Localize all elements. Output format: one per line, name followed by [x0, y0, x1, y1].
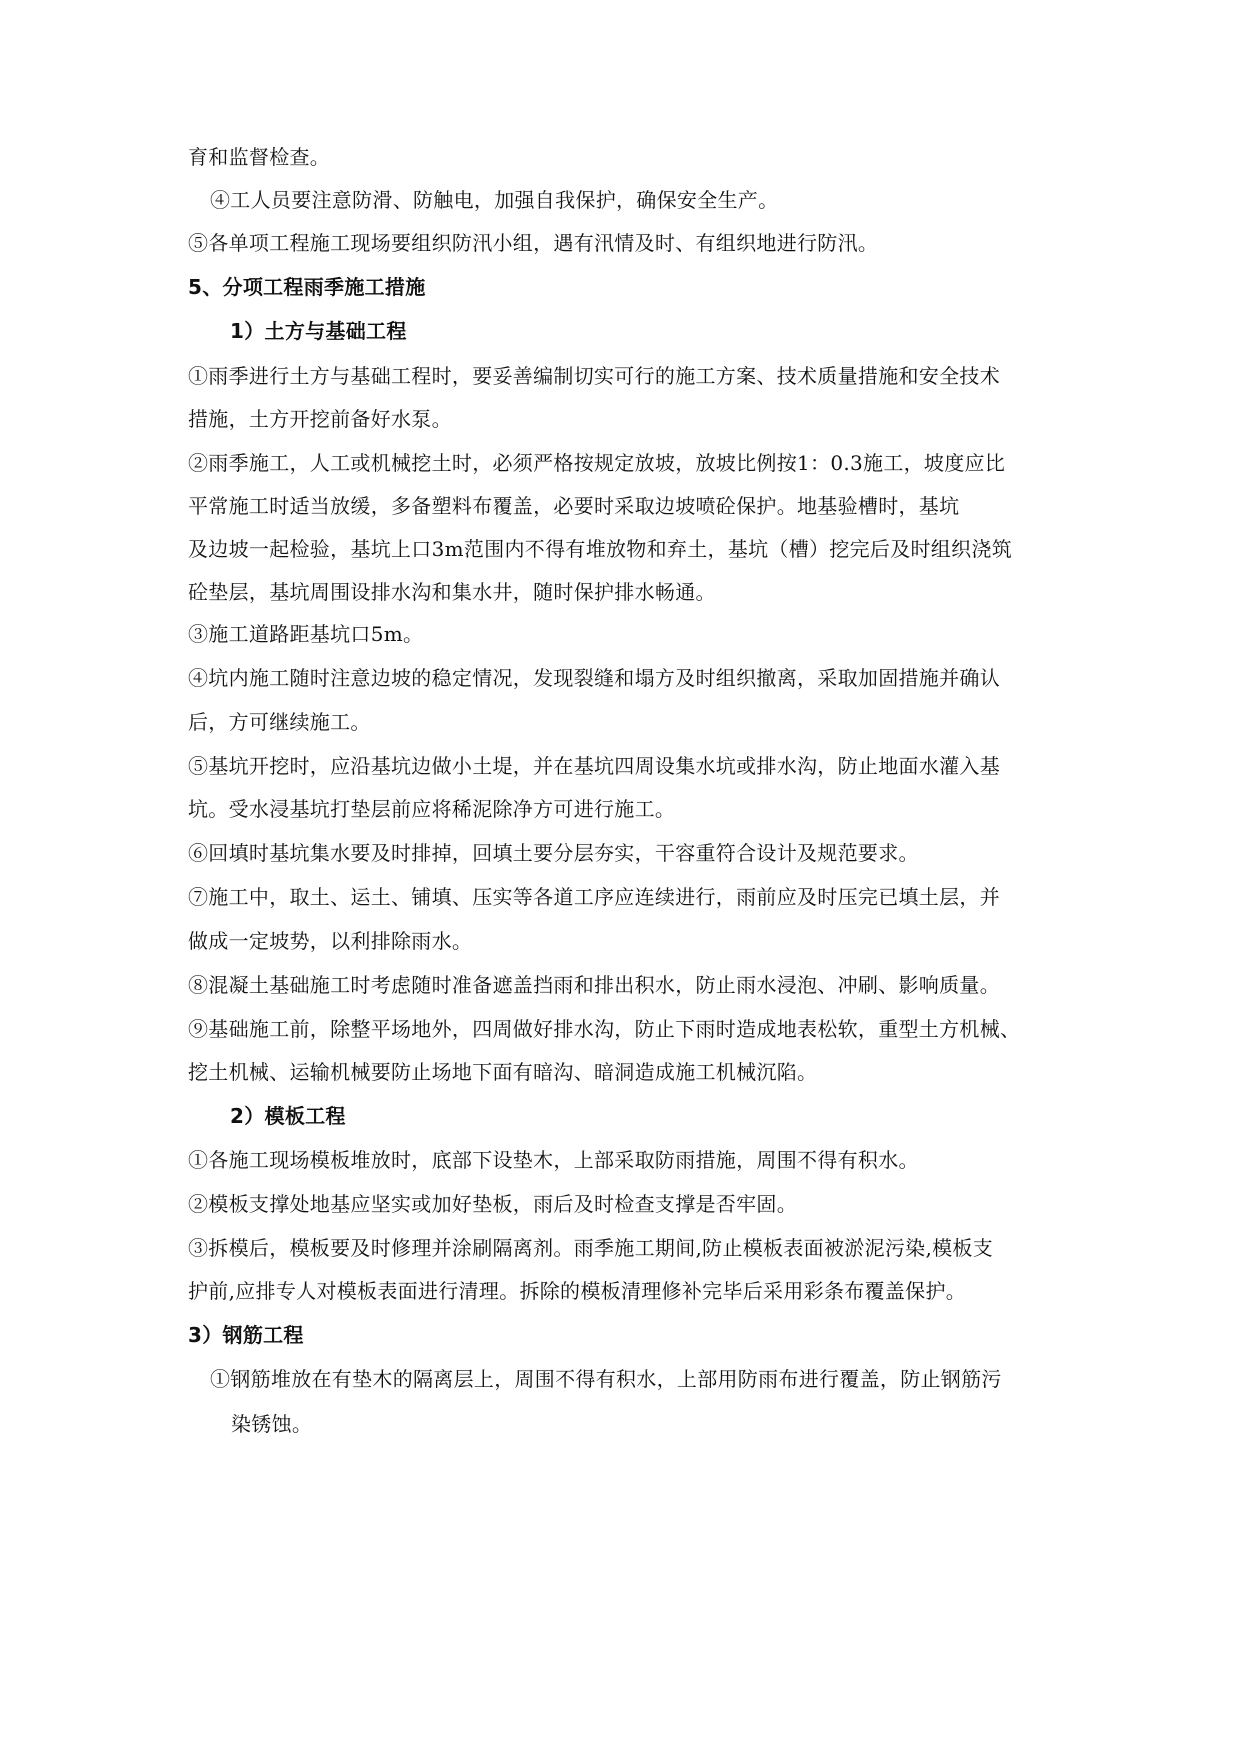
paragraph-line: ⑥回填时基坑集水要及时排掉，回填土要分层夯实，干容重符合设计及规范要求。 — [188, 841, 919, 865]
subsection-heading: 3）钢筋工程 — [188, 1323, 304, 1347]
paragraph-line: ②雨季施工，人工或机械挖土时，必须严格按规定放坡，放坡比例按1：0.3施工，坡度应比 — [188, 451, 1006, 475]
paragraph-line: ⑦施工中，取土、运土、铺填、压实等各道工序应连续进行，雨前应及时压完已填土层，并 — [188, 885, 1000, 909]
paragraph-line: 后，方可继续施工。 — [188, 710, 371, 734]
paragraph-line: 坑。受水浸基坑打垫层前应将稀泥除净方可进行施工。 — [188, 797, 676, 821]
paragraph-line: ④工人员要注意防滑、防触电，加强自我保护，确保安全生产。 — [210, 188, 779, 212]
paragraph-line: ⑧混凝土基础施工时考虑随时准备遮盖挡雨和排出积水，防止雨水浸泡、冲刷、影响质量。 — [188, 973, 1000, 997]
paragraph-line: ①各施工现场模板堆放时，底部下设垫木，上部采取防雨措施，周围不得有积水。 — [188, 1148, 919, 1172]
paragraph-line: 护前,应排专人对模板表面进行清理。拆除的模板清理修补完毕后采用彩条布覆盖保护。 — [188, 1279, 967, 1303]
paragraph-line: 及边坡一起检验，基坑上口3m范围内不得有堆放物和弃土，基坑（槽）挖完后及时组织浇筑 — [188, 537, 1012, 561]
paragraph-line: ⑤各单项工程施工现场要组织防汛小组，遇有汛情及时、有组织地进行防汛。 — [188, 231, 879, 255]
paragraph-line: ④坑内施工随时注意边坡的稳定情况，发现裂缝和塌方及时组织撤离，采取加固措施并确认 — [188, 666, 1000, 690]
subsection-heading: 1）土方与基础工程 — [230, 319, 407, 343]
paragraph-line: 育和监督检查。 — [188, 145, 331, 169]
paragraph-line: 措施，土方开挖前备好水泵。 — [188, 407, 452, 431]
paragraph-line: 平常施工时适当放缓，多备塑料布覆盖，必要时采取边坡喷砼保护。地基验槽时，基坑 — [188, 494, 960, 518]
subsection-heading: 2）模板工程 — [230, 1104, 346, 1128]
paragraph-line: 砼垫层，基坑周围设排水沟和集水井，随时保护排水畅通。 — [188, 580, 716, 604]
paragraph-line: ①钢筋堆放在有垫木的隔离层上，周围不得有积水，上部用防雨布进行覆盖，防止钢筋污 — [210, 1367, 1002, 1391]
paragraph-line: ③拆模后，模板要及时修理并涂刷隔离剂。雨季施工期间,防止模板表面被淤泥污染,模板支 — [188, 1236, 994, 1260]
paragraph-line: ⑤基坑开挖时，应沿基坑边做小土堤，并在基坑四周设集水坑或排水沟，防止地面水灌入基 — [188, 754, 1000, 778]
paragraph-line: ②模板支撑处地基应坚实或加好垫板，雨后及时检查支撑是否牢固。 — [188, 1192, 797, 1216]
paragraph-line: ③施工道路距基坑口5m。 — [188, 622, 424, 646]
paragraph-line: ⑨基础施工前，除整平场地外，四周做好排水沟，防止下雨时造成地表松软，重型土方机械、 — [188, 1017, 1021, 1041]
paragraph-line: 挖土机械、运输机械要防止场地下面有暗沟、暗洞造成施工机械沉陷。 — [188, 1060, 818, 1084]
paragraph-line: 做成一定坡势，以利排除雨水。 — [188, 929, 473, 953]
section-heading: 5、分项工程雨季施工措施 — [188, 275, 426, 299]
paragraph-line: ①雨季进行土方与基础工程时，要妥善编制切实可行的施工方案、技术质量措施和安全技术 — [188, 364, 1000, 388]
paragraph-line: 染锈蚀。 — [231, 1412, 313, 1436]
